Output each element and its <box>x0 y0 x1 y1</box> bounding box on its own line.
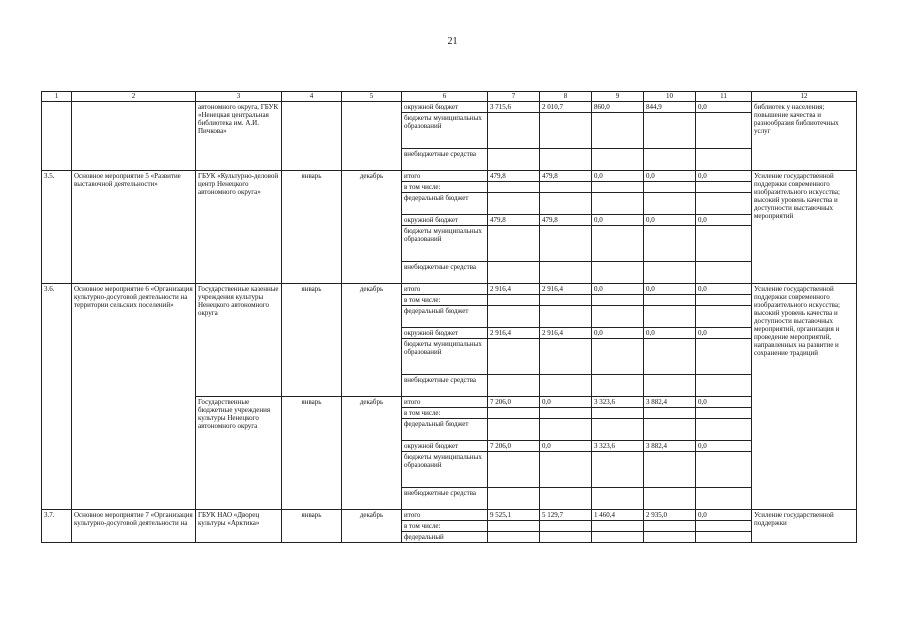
item-result: библиотек у населения; повышение качества и разнообразия библиотечных услуг <box>752 102 857 171</box>
amount-cell <box>696 408 752 419</box>
amount-cell <box>488 149 540 171</box>
item-start: январь <box>282 171 342 284</box>
item-number <box>42 102 72 171</box>
amount-cell <box>488 408 540 419</box>
amount-cell <box>592 226 644 262</box>
amount-cell <box>488 193 540 215</box>
amount-cell <box>644 452 696 488</box>
amount-cell <box>696 226 752 262</box>
item-start: январь <box>282 284 342 397</box>
amount-cell <box>540 113 592 149</box>
amount-cell <box>592 452 644 488</box>
amount-cell: 3 882,4 <box>644 397 696 408</box>
amount-cell <box>592 193 644 215</box>
item-end <box>342 102 402 171</box>
amount-cell <box>540 521 592 532</box>
amount-cell <box>592 262 644 284</box>
amount-cell <box>644 521 696 532</box>
amount-cell <box>696 306 752 328</box>
amount-cell <box>644 193 696 215</box>
amount-cell: 7 206,0 <box>488 397 540 408</box>
amount-cell <box>540 306 592 328</box>
amount-cell <box>540 262 592 284</box>
amount-cell: 0,0 <box>592 215 644 226</box>
amount-cell <box>592 339 644 375</box>
amount-cell: 860,0 <box>592 102 644 113</box>
header-cell: 12 <box>752 92 857 102</box>
amount-cell: 2 916,4 <box>540 284 592 295</box>
amount-cell: 0,0 <box>696 171 752 182</box>
header-cell: 8 <box>540 92 592 102</box>
amount-cell: 479,8 <box>540 171 592 182</box>
amount-cell: 2 935,0 <box>644 510 696 521</box>
item-end: декабрь <box>342 171 402 284</box>
amount-cell <box>488 488 540 510</box>
item-end: декабрь <box>342 510 402 543</box>
amount-cell: 3 715,6 <box>488 102 540 113</box>
header-cell: 3 <box>196 92 282 102</box>
amount-cell <box>592 375 644 397</box>
funding-source: окружной бюджет <box>402 102 488 113</box>
amount-cell <box>696 262 752 284</box>
header-cell: 1 <box>42 92 72 102</box>
amount-cell <box>488 182 540 193</box>
item-end: декабрь <box>342 284 402 397</box>
funding-source: федеральный бюджет <box>402 193 488 215</box>
header-cell: 11 <box>696 92 752 102</box>
amount-cell <box>644 488 696 510</box>
amount-cell: 0,0 <box>540 441 592 452</box>
amount-cell <box>592 306 644 328</box>
amount-cell: 2 010,7 <box>540 102 592 113</box>
amount-cell <box>592 419 644 441</box>
amount-cell <box>540 193 592 215</box>
amount-cell: 2 916,4 <box>540 328 592 339</box>
header-row <box>42 92 857 102</box>
funding-source: бюджеты муниципальных образований <box>402 452 488 488</box>
amount-cell <box>540 149 592 171</box>
amount-cell <box>488 375 540 397</box>
item-name: Основное мероприятие 7 «Организация культурно-досуговой деятельности на <box>72 510 196 543</box>
amount-cell <box>644 149 696 171</box>
amount-cell: 5 129,7 <box>540 510 592 521</box>
amount-cell: 0,0 <box>696 510 752 521</box>
item-name: Основное мероприятие 6 «Организация культурно-досуговой деятельности на территории сельских поселений» <box>72 284 196 510</box>
amount-cell <box>592 408 644 419</box>
funding-source: итого <box>402 510 488 521</box>
amount-cell: 9 525,1 <box>488 510 540 521</box>
amount-cell: 0,0 <box>592 171 644 182</box>
item-executor: Государственные бюджетные учреждения культуры Ненецкого автономного округа <box>196 397 282 510</box>
amount-cell: 0,0 <box>696 215 752 226</box>
item-executor: Государственные казенные учреждения культуры Ненецкого автономного округа <box>196 284 282 397</box>
funding-source: бюджеты муниципальных образований <box>402 226 488 262</box>
amount-cell: 1 460,4 <box>592 510 644 521</box>
amount-cell <box>540 452 592 488</box>
item-executor: ГБУК НАО «Дворец культуры «Арктика» <box>196 510 282 543</box>
amount-cell <box>644 375 696 397</box>
funding-source: федеральный <box>402 532 488 543</box>
amount-cell <box>644 226 696 262</box>
amount-cell <box>540 532 592 543</box>
amount-cell: 479,8 <box>488 215 540 226</box>
amount-cell <box>488 306 540 328</box>
amount-cell: 0,0 <box>592 284 644 295</box>
funding-source: в том числе: <box>402 521 488 532</box>
funding-source: внебюджетные средства <box>402 262 488 284</box>
amount-cell: 0,0 <box>696 328 752 339</box>
amount-cell <box>488 226 540 262</box>
amount-cell: 0,0 <box>696 284 752 295</box>
amount-cell: 0,0 <box>592 328 644 339</box>
header-cell: 6 <box>402 92 488 102</box>
amount-cell: 2 916,4 <box>488 284 540 295</box>
amount-cell <box>488 339 540 375</box>
page-number: 21 <box>447 36 458 47</box>
amount-cell <box>696 521 752 532</box>
amount-cell: 0,0 <box>644 284 696 295</box>
funding-source: в том числе: <box>402 182 488 193</box>
amount-cell: 0,0 <box>644 328 696 339</box>
amount-cell: 0,0 <box>644 171 696 182</box>
item-executor: автономного округа, ГБУК «Ненецкая центральная библиотека им. А.И. Пичкова» <box>196 102 282 171</box>
amount-cell <box>488 521 540 532</box>
amount-cell: 0,0 <box>696 102 752 113</box>
item-start: январь <box>282 510 342 543</box>
amount-cell: 479,8 <box>488 171 540 182</box>
item-name: Основное мероприятие 5 «Развитие выставочной деятельности» <box>72 171 196 284</box>
funding-source: итого <box>402 284 488 295</box>
amount-cell <box>488 295 540 306</box>
amount-cell: 7 206,0 <box>488 441 540 452</box>
amount-cell <box>696 295 752 306</box>
amount-cell <box>644 419 696 441</box>
amount-cell <box>488 532 540 543</box>
amount-cell <box>644 532 696 543</box>
funding-row <box>42 284 857 295</box>
funding-source: бюджеты муниципальных образований <box>402 339 488 375</box>
amount-cell: 3 323,6 <box>592 441 644 452</box>
amount-cell <box>592 149 644 171</box>
amount-cell <box>644 339 696 375</box>
amount-cell <box>696 375 752 397</box>
amount-cell <box>488 452 540 488</box>
item-result: Усиление государственной поддержки современного изобразительного искусства; высокий уровень качества и доступности выставочных мероприятий, организация и проведение мероприятий, направленных на развитие и сохранение традиций <box>752 284 857 510</box>
funding-source: внебюджетные средства <box>402 488 488 510</box>
item-number: 3.7. <box>42 510 72 543</box>
funding-source: в том числе: <box>402 408 488 419</box>
item-result: Усиление государственной поддержки <box>752 510 857 543</box>
item-end: декабрь <box>342 397 402 510</box>
header-cell: 4 <box>282 92 342 102</box>
funding-source: окружной бюджет <box>402 441 488 452</box>
header-cell: 7 <box>488 92 540 102</box>
amount-cell <box>540 339 592 375</box>
funding-source: итого <box>402 171 488 182</box>
program-table <box>41 91 857 543</box>
amount-cell <box>540 408 592 419</box>
funding-source: итого <box>402 397 488 408</box>
amount-cell <box>696 193 752 215</box>
amount-cell <box>592 295 644 306</box>
funding-source: внебюджетные средства <box>402 149 488 171</box>
amount-cell <box>488 262 540 284</box>
item-start: январь <box>282 397 342 510</box>
funding-source: внебюджетные средства <box>402 375 488 397</box>
amount-cell: 3 882,4 <box>644 441 696 452</box>
funding-row <box>42 171 857 182</box>
header-cell: 5 <box>342 92 402 102</box>
amount-cell <box>696 488 752 510</box>
amount-cell <box>644 408 696 419</box>
amount-cell <box>592 521 644 532</box>
amount-cell <box>540 375 592 397</box>
item-number: 3.6. <box>42 284 72 510</box>
header-cell: 10 <box>644 92 696 102</box>
amount-cell <box>644 113 696 149</box>
amount-cell <box>696 419 752 441</box>
amount-cell <box>696 452 752 488</box>
funding-row <box>42 102 857 113</box>
amount-cell: 479,8 <box>540 215 592 226</box>
funding-source: в том числе: <box>402 295 488 306</box>
amount-cell <box>696 113 752 149</box>
amount-cell <box>488 113 540 149</box>
amount-cell <box>644 295 696 306</box>
amount-cell <box>540 419 592 441</box>
amount-cell <box>644 262 696 284</box>
amount-cell <box>696 339 752 375</box>
funding-source: окружной бюджет <box>402 328 488 339</box>
amount-cell <box>488 419 540 441</box>
amount-cell: 844,9 <box>644 102 696 113</box>
funding-source: федеральный бюджет <box>402 306 488 328</box>
amount-cell <box>540 295 592 306</box>
funding-row <box>42 510 857 521</box>
amount-cell: 0,0 <box>696 441 752 452</box>
funding-source: бюджеты муниципальных образований <box>402 113 488 149</box>
amount-cell <box>592 532 644 543</box>
amount-cell: 0,0 <box>540 397 592 408</box>
amount-cell <box>540 182 592 193</box>
funding-source: окружной бюджет <box>402 215 488 226</box>
amount-cell <box>644 182 696 193</box>
amount-cell <box>696 182 752 193</box>
header-cell: 2 <box>72 92 196 102</box>
amount-cell <box>592 488 644 510</box>
amount-cell: 2 916,4 <box>488 328 540 339</box>
amount-cell: 0,0 <box>696 397 752 408</box>
item-name <box>72 102 196 171</box>
amount-cell <box>644 306 696 328</box>
amount-cell: 3 323,6 <box>592 397 644 408</box>
amount-cell <box>540 488 592 510</box>
amount-cell <box>592 182 644 193</box>
item-number: 3.5. <box>42 171 72 284</box>
amount-cell <box>696 532 752 543</box>
item-result: Усиление государственной поддержки современного изобразительного искусства; высокий уровень качества и доступности выставочных мероприятий <box>752 171 857 284</box>
amount-cell <box>540 226 592 262</box>
funding-source: федеральный бюджет <box>402 419 488 441</box>
header-cell: 9 <box>592 92 644 102</box>
amount-cell <box>696 149 752 171</box>
amount-cell: 0,0 <box>644 215 696 226</box>
item-executor: ГБУК «Культурно-деловой центр Ненецкого автономного округа» <box>196 171 282 284</box>
amount-cell <box>592 113 644 149</box>
item-start <box>282 102 342 171</box>
